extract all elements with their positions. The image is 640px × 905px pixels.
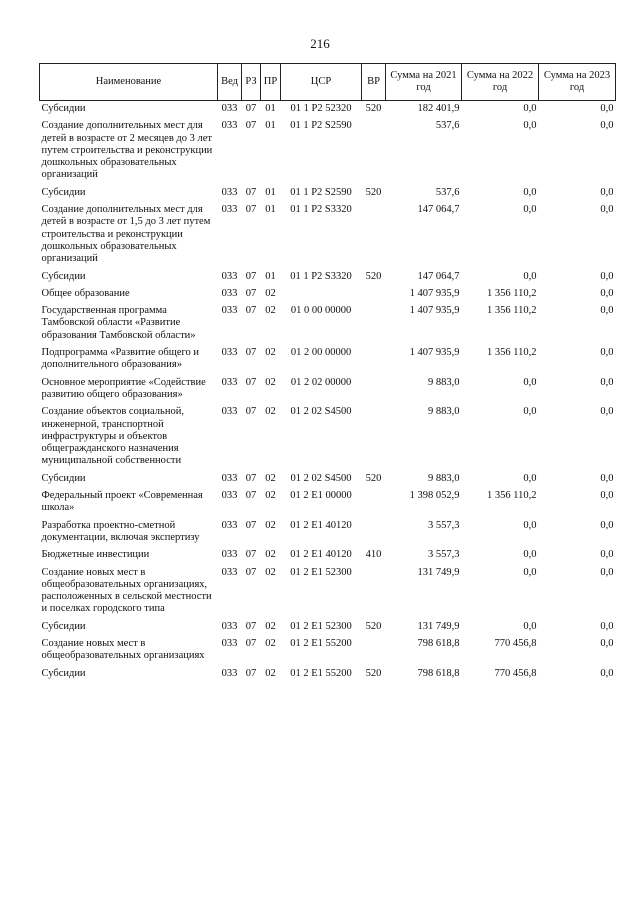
row-sum-2022: 0,0 — [523, 549, 537, 561]
row-pr: 02 — [265, 637, 276, 649]
row-sum-2021: 1 398 052,9 — [409, 490, 460, 502]
table-row — [40, 375, 616, 405]
row-sum-2023: 0,0 — [600, 305, 614, 317]
row-sum-2021: 9 883,0 — [428, 376, 460, 388]
row-pr: 02 — [265, 519, 276, 531]
row-rz: 07 — [245, 204, 257, 216]
row-ved: 033 — [221, 270, 238, 282]
row-csr: 01 2 E1 52300 — [290, 566, 352, 578]
row-vr: 520 — [365, 667, 382, 679]
table-row — [40, 547, 616, 564]
row-name: Создание объектов социальной, инженерной, транспортной инфраструктуры и объектов общегражданского назначения муниципальной собственности — [41, 406, 184, 467]
table-row — [40, 202, 616, 268]
row-sum-2021: 9 883,0 — [428, 406, 460, 418]
row-vr — [362, 286, 386, 303]
row-rz: 07 — [245, 549, 257, 561]
row-csr: 01 2 E1 55200 — [290, 667, 352, 679]
row-csr: 01 1 P2 S2590 — [290, 120, 352, 132]
row-vr: 520 — [365, 620, 382, 632]
table-row — [40, 286, 616, 303]
header-rz: РЗ — [242, 64, 261, 101]
row-rz: 07 — [245, 186, 257, 198]
row-vr — [362, 202, 386, 268]
row-pr: 01 — [265, 186, 276, 198]
row-pr: 01 — [265, 103, 276, 114]
header-sum-2021: Сумма на 2021 год — [386, 64, 462, 101]
row-ved: 033 — [221, 490, 238, 502]
table-row — [40, 303, 616, 345]
header-vr: ВР — [362, 64, 386, 101]
row-rz: 07 — [245, 667, 257, 679]
row-csr: 01 1 P2 S3320 — [290, 204, 352, 216]
row-sum-2022: 0,0 — [523, 406, 537, 418]
row-pr: 02 — [265, 347, 276, 359]
row-sum-2023: 0,0 — [600, 103, 614, 114]
header-sum-2023: Сумма на 2023 год — [539, 64, 616, 101]
row-rz: 07 — [245, 270, 257, 282]
row-csr — [281, 286, 362, 303]
row-csr: 01 2 E1 40120 — [290, 519, 352, 531]
row-sum-2021: 1 407 935,9 — [409, 347, 460, 359]
row-sum-2023: 0,0 — [600, 186, 614, 198]
row-rz: 07 — [245, 620, 257, 632]
table-row — [40, 101, 616, 119]
row-sum-2023: 0,0 — [600, 566, 614, 578]
row-sum-2022: 0,0 — [523, 103, 537, 114]
row-sum-2022: 0,0 — [523, 376, 537, 388]
row-rz: 07 — [245, 490, 257, 502]
row-sum-2022: 0,0 — [523, 620, 537, 632]
row-rz: 07 — [245, 347, 257, 359]
row-sum-2022: 1 356 110,2 — [487, 287, 537, 299]
row-csr: 01 2 02 00000 — [290, 376, 352, 388]
row-ved: 033 — [221, 637, 238, 649]
row-vr — [362, 565, 386, 619]
row-sum-2022: 770 456,8 — [494, 667, 537, 679]
row-csr: 01 2 02 S4500 — [290, 406, 352, 418]
row-sum-2023: 0,0 — [600, 406, 614, 418]
row-name: Государственная программа Тамбовской области «Развитие образования Тамбовской области» — [41, 305, 196, 341]
header-ved: Вед — [218, 64, 242, 101]
row-pr: 01 — [265, 120, 276, 132]
row-ved: 033 — [221, 406, 238, 418]
row-ved: 033 — [221, 287, 238, 299]
table-row — [40, 471, 616, 488]
row-sum-2023: 0,0 — [600, 347, 614, 359]
row-vr — [362, 375, 386, 405]
row-pr: 02 — [265, 490, 276, 502]
row-rz: 07 — [245, 305, 257, 317]
row-sum-2021: 798 618,8 — [417, 637, 460, 649]
row-sum-2022: 0,0 — [523, 270, 537, 282]
row-rz: 07 — [245, 472, 257, 484]
row-ved: 033 — [221, 204, 238, 216]
row-vr — [362, 303, 386, 345]
row-sum-2023: 0,0 — [600, 620, 614, 632]
row-pr: 02 — [265, 376, 276, 388]
row-csr: 01 2 E1 52300 — [290, 620, 352, 632]
row-sum-2022: 0,0 — [523, 120, 537, 132]
table-row — [40, 345, 616, 375]
row-sum-2022: 0,0 — [523, 566, 537, 578]
row-sum-2023: 0,0 — [600, 667, 614, 679]
row-ved: 033 — [221, 120, 238, 132]
row-vr: 520 — [365, 186, 382, 198]
row-sum-2021: 1 407 935,9 — [409, 305, 460, 317]
table-row — [40, 404, 616, 470]
row-vr — [362, 118, 386, 184]
row-sum-2021: 147 064,7 — [417, 270, 460, 282]
table-body — [40, 101, 616, 683]
row-csr: 01 1 P2 S3320 — [290, 270, 352, 282]
row-sum-2021: 537,6 — [435, 120, 460, 132]
row-vr — [362, 518, 386, 548]
row-sum-2021: 798 618,8 — [417, 667, 460, 679]
row-sum-2022: 0,0 — [523, 519, 537, 531]
row-ved: 033 — [221, 566, 238, 578]
row-rz: 07 — [245, 637, 257, 649]
row-ved: 033 — [221, 186, 238, 198]
row-sum-2023: 0,0 — [600, 490, 614, 502]
row-sum-2022: 0,0 — [523, 204, 537, 216]
table-row — [40, 488, 616, 518]
row-name: Субсидии — [41, 270, 86, 282]
row-sum-2021: 147 064,7 — [417, 204, 460, 216]
row-sum-2021: 131 749,9 — [417, 620, 460, 632]
header-sum-2022: Сумма на 2022 год — [462, 64, 539, 101]
row-pr: 02 — [265, 287, 276, 299]
row-rz: 07 — [245, 566, 257, 578]
row-pr: 01 — [265, 204, 276, 216]
row-name: Подпрограмма «Развитие общего и дополнительного образования» — [41, 347, 200, 371]
row-vr: 520 — [365, 472, 382, 484]
row-ved: 033 — [221, 620, 238, 632]
row-sum-2023: 0,0 — [600, 549, 614, 561]
row-name: Общее образование — [41, 287, 130, 299]
row-pr: 02 — [265, 406, 276, 418]
row-csr: 01 2 E1 40120 — [290, 549, 352, 561]
row-pr: 02 — [265, 667, 276, 679]
row-csr: 01 2 E1 55200 — [290, 637, 352, 649]
row-name: Создание новых мест в общеобразовательных организациях — [41, 637, 205, 662]
row-name: Субсидии — [41, 472, 86, 484]
row-rz: 07 — [245, 406, 257, 418]
table-row — [40, 565, 616, 619]
row-pr: 02 — [265, 305, 276, 317]
row-rz: 07 — [245, 287, 257, 299]
row-ved: 033 — [221, 472, 238, 484]
row-vr — [362, 404, 386, 470]
row-name: Субсидии — [41, 667, 86, 679]
row-csr: 01 1 P2 S2590 — [290, 186, 352, 198]
header-name: Наименование — [40, 64, 218, 101]
row-ved: 033 — [221, 667, 238, 679]
row-pr: 02 — [265, 549, 276, 561]
row-name: Основное мероприятие «Содействие развитию общего образования» — [41, 376, 206, 400]
table-row — [40, 269, 616, 286]
row-name: Субсидии — [41, 186, 86, 198]
row-sum-2021: 537,6 — [435, 186, 460, 198]
page-number: 216 — [310, 36, 330, 51]
row-name: Создание новых мест в общеобразовательных организациях, расположенных в сельской местности и поселках городского типа — [41, 566, 212, 615]
budget-table — [39, 63, 616, 683]
row-sum-2021: 9 883,0 — [428, 472, 460, 484]
row-sum-2023: 0,0 — [600, 287, 614, 299]
row-pr: 02 — [265, 566, 276, 578]
row-sum-2021: 3 557,3 — [428, 549, 460, 561]
row-vr: 520 — [365, 103, 382, 114]
row-sum-2023: 0,0 — [600, 472, 614, 484]
row-name: Создание дополнительных мест для детей в возрасте от 1,5 до 3 лет путем строительства и реконструкции дошкольных образовательных организаций — [41, 204, 211, 265]
row-name: Бюджетные инвестиции — [41, 549, 150, 561]
row-sum-2022: 770 456,8 — [494, 637, 537, 649]
row-sum-2023: 0,0 — [600, 270, 614, 282]
table-row — [40, 636, 616, 666]
row-sum-2021: 131 749,9 — [417, 566, 460, 578]
row-vr — [362, 636, 386, 666]
row-vr: 520 — [365, 270, 382, 282]
row-pr: 01 — [265, 270, 276, 282]
row-sum-2022: 0,0 — [523, 186, 537, 198]
row-sum-2021: 1 407 935,9 — [409, 287, 460, 299]
table-row — [40, 185, 616, 202]
row-sum-2023: 0,0 — [600, 519, 614, 531]
row-name: Субсидии — [41, 620, 86, 632]
row-sum-2022: 1 356 110,2 — [487, 490, 537, 502]
row-vr: 410 — [365, 549, 382, 561]
table-row — [40, 118, 616, 184]
row-sum-2022: 0,0 — [523, 472, 537, 484]
row-vr — [362, 488, 386, 518]
table-header-row — [40, 64, 616, 101]
header-pr: ПР — [261, 64, 281, 101]
row-sum-2022: 1 356 110,2 — [487, 347, 537, 359]
row-sum-2021: 3 557,3 — [428, 519, 460, 531]
row-sum-2022: 1 356 110,2 — [487, 305, 537, 317]
row-csr: 01 0 00 00000 — [290, 305, 352, 317]
table-row — [40, 518, 616, 548]
row-rz: 07 — [245, 519, 257, 531]
row-csr: 01 2 00 00000 — [290, 347, 352, 359]
table-row — [40, 666, 616, 683]
row-sum-2023: 0,0 — [600, 637, 614, 649]
header-csr: ЦСР — [281, 64, 362, 101]
row-pr: 02 — [265, 472, 276, 484]
row-rz: 07 — [245, 376, 257, 388]
row-csr: 01 2 E1 00000 — [290, 490, 352, 502]
row-ved: 033 — [221, 519, 238, 531]
row-ved: 033 — [221, 103, 238, 114]
row-name: Субсидии — [41, 103, 86, 114]
row-pr: 02 — [265, 620, 276, 632]
row-vr — [362, 345, 386, 375]
row-sum-2023: 0,0 — [600, 120, 614, 132]
row-ved: 033 — [221, 347, 238, 359]
row-ved: 033 — [221, 376, 238, 388]
table-row — [40, 619, 616, 636]
row-name: Создание дополнительных мест для детей в возрасте от 2 месяцев до 3 лет путем строительства и реконструкции дошкольных образовательных организаций — [41, 120, 213, 181]
row-csr: 01 2 02 S4500 — [290, 472, 352, 484]
row-csr: 01 1 P2 52320 — [290, 103, 352, 114]
row-sum-2023: 0,0 — [600, 204, 614, 216]
row-sum-2023: 0,0 — [600, 376, 614, 388]
row-ved: 033 — [221, 305, 238, 317]
row-name: Разработка проектно-сметной документации, включая экспертизу — [41, 519, 200, 543]
row-rz: 07 — [245, 103, 257, 114]
row-sum-2021: 182 401,9 — [417, 103, 460, 114]
row-rz: 07 — [245, 120, 257, 132]
row-ved: 033 — [221, 549, 238, 561]
row-name: Федеральный проект «Современная школа» — [41, 490, 203, 514]
